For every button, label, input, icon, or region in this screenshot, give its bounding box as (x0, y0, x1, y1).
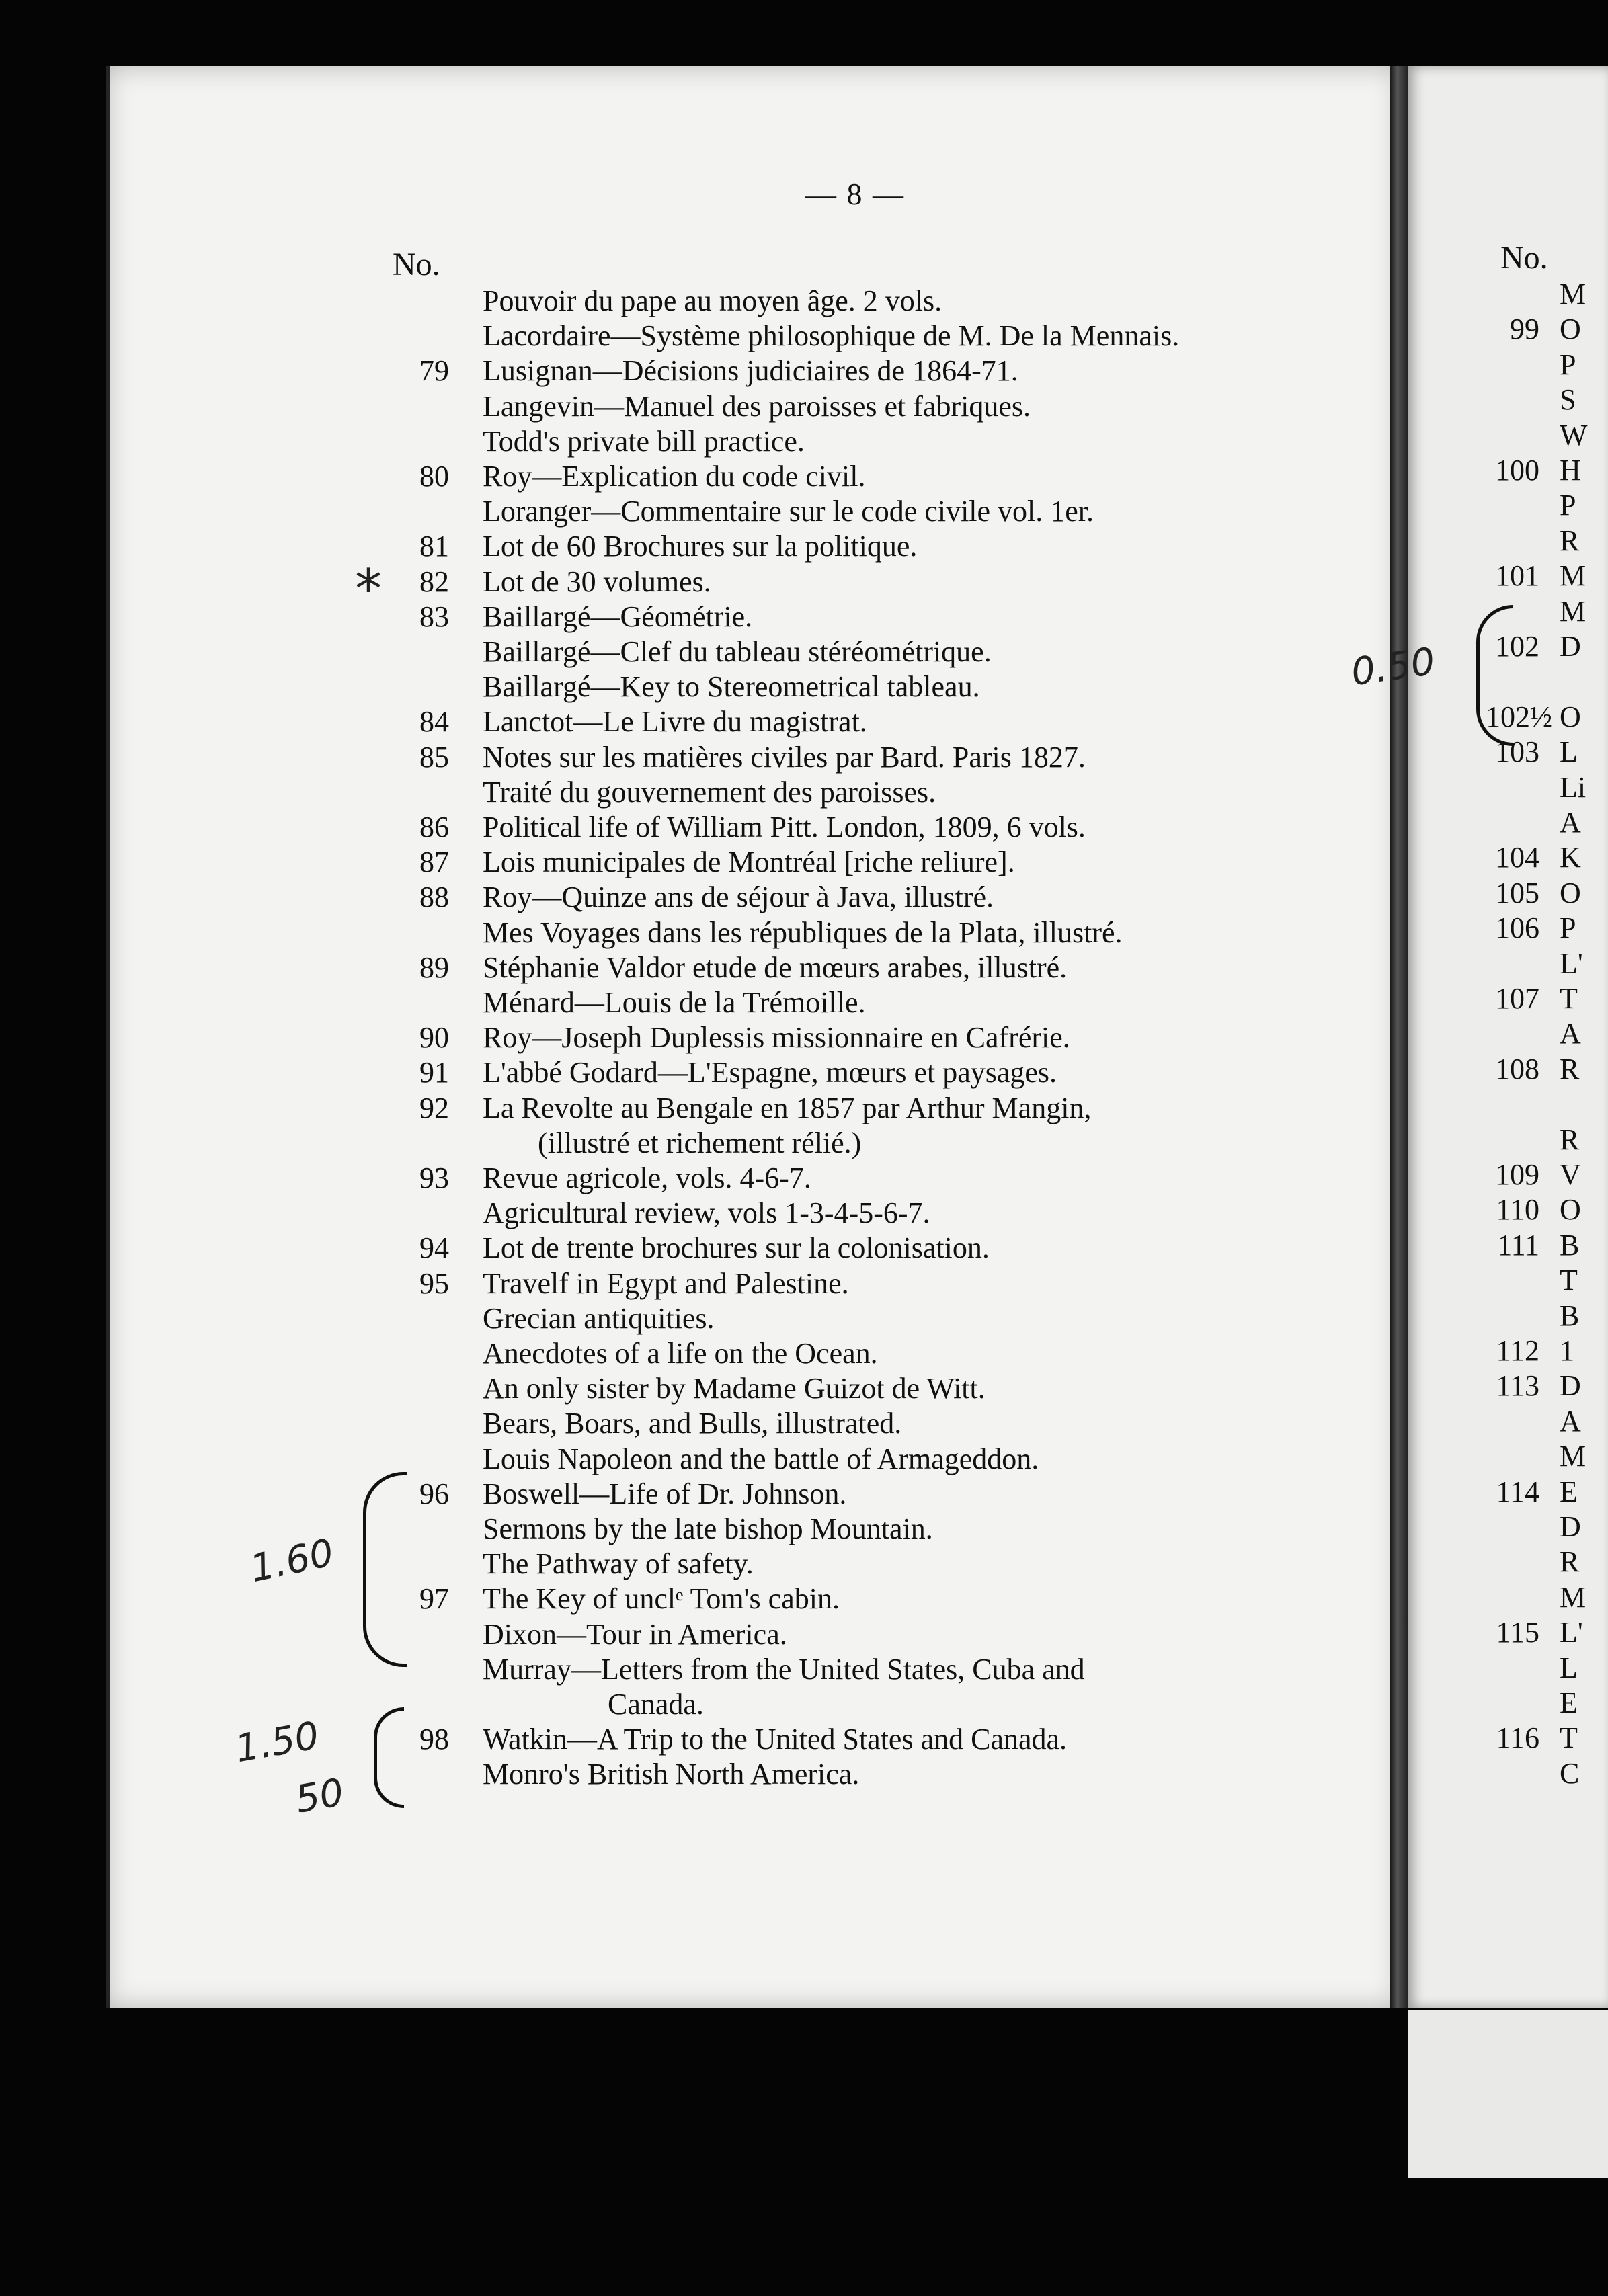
entry-text: M (1560, 1440, 1586, 1473)
entry-text: Notes sur les matières civiles par Bard. Paris 1827. (483, 740, 1086, 774)
entry-text: Baillargé—Clef du tableau stéréométrique. (483, 635, 992, 668)
entry-number: 102½ (1486, 700, 1552, 733)
entry-number: 88 (419, 880, 449, 914)
entry-text: O (1560, 876, 1581, 909)
entry-number: 93 (419, 1161, 449, 1194)
entry-text: M (1560, 594, 1586, 628)
entry-number: 115 (1496, 1616, 1539, 1649)
entry-number: 112 (1496, 1334, 1539, 1367)
entry-number: 105 (1495, 876, 1539, 909)
entry-text: S (1560, 383, 1576, 417)
entry-text: O (1560, 1193, 1581, 1227)
entry-text: Roy—Joseph Duplessis missionnaire en Cafrérie. (483, 1021, 1070, 1055)
entry-text: L' (1560, 946, 1583, 980)
entry-text: Political life of William Pitt. London, 1809, 6 vols. (483, 811, 1086, 844)
entry-number: 106 (1495, 911, 1539, 945)
entry-text: A (1560, 1017, 1581, 1051)
entry-text: 1 (1560, 1334, 1574, 1367)
entry-text: Louis Napoleon and the battle of Armageddon. (483, 1442, 1039, 1475)
entry-text: Watkin—A Trip to the United States and Canada. (483, 1723, 1068, 1756)
entry-text: Pouvoir du pape au moyen âge. 2 vols. (483, 284, 942, 317)
entry-text: Grecian antiquities. (483, 1301, 715, 1335)
margin-note-98b: 50 (292, 1770, 348, 1822)
bracket-98 (374, 1707, 404, 1808)
entry-text: T (1560, 1264, 1578, 1297)
entry-text: Sermons by the late bishop Mountain. (483, 1512, 933, 1545)
entry-text: Lot de 60 Brochures sur la politique. (483, 530, 918, 563)
asterisk-mark: * (355, 558, 382, 620)
entry-number: 89 (419, 950, 449, 984)
entry-text: Dixon—Tour in America. (483, 1617, 787, 1651)
entry-text: Roy—Explication du code civil. (483, 460, 866, 493)
bracket-96-97 (363, 1472, 407, 1667)
entry-text: W (1560, 418, 1588, 452)
right-no-column-label: No. (1500, 240, 1548, 276)
entry-text: (illustré et richement rélié.) (538, 1126, 862, 1159)
entry-text: Lusignan—Décisions judiciaires de 1864-71. (483, 354, 1018, 388)
entry-text: B (1560, 1299, 1580, 1332)
entry-text: Lot de trente brochures sur la colonisation. (483, 1231, 990, 1265)
entry-text: Baillargé—Key to Stereometrical tableau. (483, 670, 980, 704)
entry-text: E (1560, 1475, 1578, 1508)
book-gutter (1390, 66, 1408, 2008)
entry-number: 90 (419, 1021, 449, 1055)
entry-text: Lanctot—Le Livre du magistrat. (483, 705, 867, 739)
entry-number: 114 (1496, 1475, 1539, 1508)
entry-text: E (1560, 1686, 1578, 1719)
entry-text: C (1560, 1756, 1580, 1790)
entry-number: 104 (1495, 841, 1539, 874)
entry-text: Mes Voyages dans les républiques de la Plata, illustré. (483, 915, 1123, 949)
entry-number: 86 (419, 811, 449, 844)
entry-text: Li (1560, 770, 1586, 804)
entry-text: Stéphanie Valdor etude de mœurs arabes, illustré. (483, 950, 1068, 984)
entry-number: 116 (1496, 1721, 1539, 1755)
entry-text: V (1560, 1158, 1581, 1191)
entry-number: 98 (419, 1723, 449, 1756)
entry-text: L'abbé Godard—L'Espagne, mœurs et paysages. (483, 1056, 1057, 1090)
bracket-102 (1476, 605, 1513, 746)
entry-number: 109 (1495, 1158, 1539, 1191)
entry-text: M (1560, 559, 1586, 593)
entry-text: L (1560, 735, 1578, 769)
entry-number: 113 (1496, 1369, 1539, 1403)
entry-text: B (1560, 1228, 1580, 1262)
entry-text: La Revolte au Bengale en 1857 par Arthur Mangin, (483, 1091, 1092, 1124)
entry-number: 81 (419, 530, 449, 563)
entry-text: P (1560, 347, 1576, 381)
entry-number: 96 (419, 1477, 449, 1510)
entry-text: Murray—Letters from the United States, Cuba and (483, 1652, 1085, 1686)
entry-text: D (1560, 1369, 1581, 1403)
entry-text: R (1560, 1122, 1580, 1156)
entry-text: Lot de 30 volumes. (483, 565, 711, 598)
entry-text: The Key of unclᵉ Tom's cabin. (483, 1582, 840, 1616)
entry-text: Baillargé—Géométrie. (483, 600, 753, 633)
entry-text: The Pathway of safety. (483, 1547, 754, 1581)
entry-number: 79 (419, 354, 449, 388)
entry-text: H (1560, 454, 1581, 487)
entry-number: 84 (419, 705, 449, 739)
entry-number: 102 (1495, 630, 1539, 663)
entry-text: R (1560, 1545, 1580, 1579)
entry-text: M (1560, 278, 1586, 311)
entry-number: 82 (419, 565, 449, 598)
entry-text: M (1560, 1580, 1586, 1614)
entry-text: L (1560, 1651, 1578, 1684)
no-column-label: No. (393, 247, 440, 282)
entry-text: Traité du gouvernement des paroisses. (483, 775, 936, 809)
entry-number: 94 (419, 1231, 449, 1265)
right-page-bottom (1408, 2010, 1608, 2178)
entry-text: Todd's private bill practice. (483, 424, 805, 458)
entry-text: K (1560, 841, 1581, 874)
entry-text: Canada. (608, 1688, 704, 1721)
entry-text: O (1560, 700, 1581, 733)
entry-text: L' (1560, 1616, 1583, 1649)
entry-text: R (1560, 524, 1580, 557)
entry-text: D (1560, 630, 1581, 663)
entry-number: 110 (1496, 1193, 1539, 1227)
entry-text: Lacordaire—Système philosophique de M. De la Mennais. (483, 319, 1180, 353)
entry-text: O (1560, 313, 1581, 346)
entry-number: 92 (419, 1091, 449, 1124)
entry-text: Lois municipales de Montréal [riche reliure]. (483, 846, 1015, 879)
entry-text: Travelf in Egypt and Palestine. (483, 1266, 849, 1300)
entry-text: A (1560, 1404, 1581, 1438)
entry-number: 107 (1495, 982, 1539, 1015)
entry-text: Revue agricole, vols. 4-6-7. (483, 1161, 811, 1194)
entry-number: 108 (1495, 1052, 1539, 1085)
entry-number: 97 (419, 1582, 449, 1616)
entry-number: 99 (1510, 313, 1539, 346)
page-number-header: — 8 — (805, 177, 905, 211)
entry-number: 103 (1495, 735, 1539, 769)
entry-text: Bears, Boars, and Bulls, illustrated. (483, 1407, 902, 1440)
entry-text: P (1560, 911, 1576, 945)
entry-text: Ménard—Louis de la Trémoille. (483, 986, 866, 1019)
entry-number: 87 (419, 846, 449, 879)
entry-number: 83 (419, 600, 449, 633)
entry-number: 111 (1497, 1228, 1539, 1262)
entry-number: 95 (419, 1266, 449, 1300)
entry-text: R (1560, 1052, 1580, 1085)
entry-text: An only sister by Madame Guizot de Witt. (483, 1372, 986, 1405)
entry-text: Langevin—Manuel des paroisses et fabriques. (483, 389, 1031, 423)
margin-note-98a: 1.50 (232, 1713, 323, 1772)
entry-number: 85 (419, 740, 449, 774)
entry-text: P (1560, 489, 1576, 522)
entry-text: Roy—Quinze ans de séjour à Java, illustré. (483, 880, 994, 914)
entry-number: 80 (419, 460, 449, 493)
entry-number: 91 (419, 1056, 449, 1090)
entry-text: Loranger—Commentaire sur le code civile vol. 1er. (483, 495, 1094, 528)
entry-text: Agricultural review, vols 1-3-4-5-6-7. (483, 1196, 930, 1230)
entry-number: 100 (1495, 454, 1539, 487)
entry-text: Monro's British North America. (483, 1758, 860, 1791)
entry-text: Anecdotes of a life on the Ocean. (483, 1337, 878, 1370)
entry-text: T (1560, 1721, 1578, 1755)
entry-number: 101 (1495, 559, 1539, 593)
entry-text: A (1560, 806, 1581, 839)
margin-note-96: 1.60 (246, 1530, 338, 1592)
entry-text: Boswell—Life of Dr. Johnson. (483, 1477, 847, 1510)
margin-note-102: 0.50 (1349, 639, 1438, 695)
entry-text: T (1560, 982, 1578, 1015)
entry-text: D (1560, 1510, 1581, 1543)
